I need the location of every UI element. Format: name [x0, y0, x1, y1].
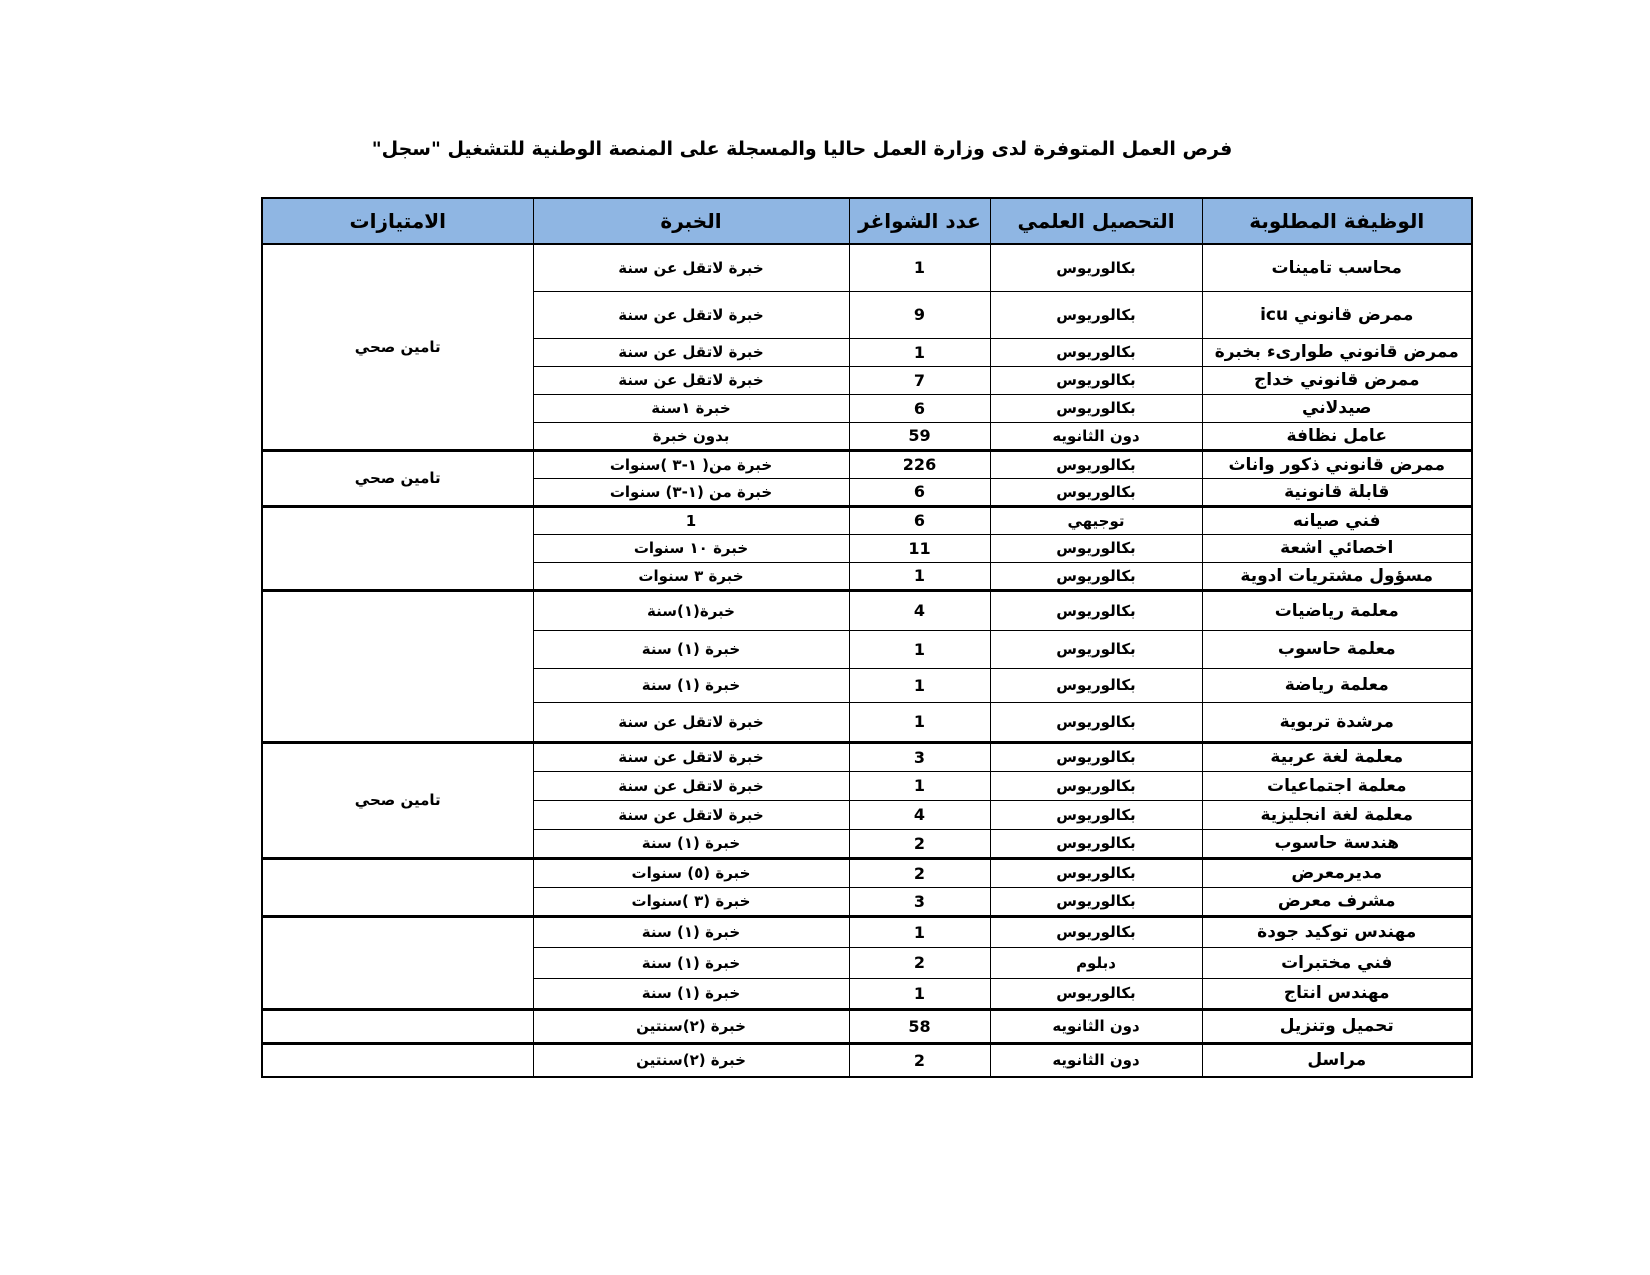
experience-cell: خبرة لاتقل عن سنة [533, 244, 849, 291]
education-cell: بكالوريوس [990, 366, 1202, 394]
vacancies-cell: 1 [849, 668, 990, 702]
experience-cell: خبرة (١) سنة [533, 829, 849, 858]
experience-cell: خبرة (٢)سنتين [533, 1043, 849, 1077]
job-title-cell: مشرف معرض [1202, 887, 1472, 916]
education-cell: بكالوريوس [990, 702, 1202, 742]
job-title-cell: مهندس انتاج [1202, 978, 1472, 1009]
job-title-cell: معلمة لغة انجليزية [1202, 800, 1472, 829]
experience-cell: خبرة لاتقل عن سنة [533, 702, 849, 742]
benefits-cell [262, 1009, 533, 1043]
vacancies-cell: 2 [849, 947, 990, 978]
job-title-cell: فني صيانه [1202, 506, 1472, 534]
experience-cell: خبرة لاتقل عن سنة [533, 338, 849, 366]
table-row [262, 244, 1472, 291]
experience-cell: خبرة (٢)سنتين [533, 1009, 849, 1043]
experience-cell: خبرة لاتقل عن سنة [533, 800, 849, 829]
job-title-cell: صيدلاني [1202, 394, 1472, 422]
experience-cell: خبرة لاتقل عن سنة [533, 742, 849, 771]
experience-cell: خبرة من( ١-٣ )سنوات [533, 450, 849, 478]
experience-cell: 1 [533, 506, 849, 534]
experience-cell: خبرة (٣ )سنوات [533, 887, 849, 916]
vacancies-cell: 1 [849, 630, 990, 668]
page-title: فرص العمل المتوفرة لدى وزارة العمل حاليا والمسجلة على المنصة الوطنية للتشغيل "سجل" [371, 138, 1233, 160]
vacancies-cell: 1 [849, 702, 990, 742]
education-cell: دون الثانويه [990, 1043, 1202, 1077]
header-experience: الخبرة [533, 198, 849, 244]
vacancies-cell: 2 [849, 829, 990, 858]
vacancies-cell: 3 [849, 742, 990, 771]
job-title-cell: قابلة قانونية [1202, 478, 1472, 506]
education-cell: بكالوريوس [990, 630, 1202, 668]
job-title-cell: مديرمعرض [1202, 858, 1472, 887]
jobs-table [261, 197, 1473, 1078]
header-row [262, 198, 1472, 244]
experience-cell: خبرة (١) سنة [533, 630, 849, 668]
table-row [262, 742, 1472, 771]
education-cell: بكالوريوس [990, 916, 1202, 947]
education-cell: بكالوريوس [990, 978, 1202, 1009]
benefits-cell [262, 506, 533, 590]
job-title-cell: ممرض قانوني خداج [1202, 366, 1472, 394]
header-vacancies: عدد الشواغر [849, 198, 990, 244]
vacancies-cell: 11 [849, 534, 990, 562]
job-title-cell: معلمة رياضة [1202, 668, 1472, 702]
vacancies-cell: 1 [849, 771, 990, 800]
table-row [262, 858, 1472, 887]
vacancies-cell: 1 [849, 244, 990, 291]
benefits-cell [262, 1043, 533, 1077]
table-row [262, 590, 1472, 630]
vacancies-cell: 6 [849, 506, 990, 534]
experience-cell: خبرة (٥) سنوات [533, 858, 849, 887]
job-title-cell: عامل نظافة [1202, 422, 1472, 450]
vacancies-cell: 1 [849, 978, 990, 1009]
vacancies-cell: 58 [849, 1009, 990, 1043]
header-job: الوظيفة المطلوبة [1202, 198, 1472, 244]
experience-cell: خبرة ١سنة [533, 394, 849, 422]
vacancies-cell: 6 [849, 478, 990, 506]
job-title-cell: تحميل وتنزيل [1202, 1009, 1472, 1043]
education-cell: بكالوريوس [990, 742, 1202, 771]
experience-cell: خبرة(١)سنة [533, 590, 849, 630]
job-title-cell: ممرض قانوني icu [1202, 291, 1472, 338]
experience-cell: خبرة لاتقل عن سنة [533, 771, 849, 800]
vacancies-cell: 1 [849, 562, 990, 590]
education-cell: بكالوريوس [990, 771, 1202, 800]
benefits-cell [262, 858, 533, 916]
header-benefits: الامتيازات [262, 198, 533, 244]
table-row [262, 450, 1472, 478]
experience-cell: خبرة (١) سنة [533, 978, 849, 1009]
education-cell: بكالوريوس [990, 291, 1202, 338]
vacancies-cell: 2 [849, 1043, 990, 1077]
job-title-cell: معلمة حاسوب [1202, 630, 1472, 668]
education-cell: بكالوريوس [990, 478, 1202, 506]
vacancies-cell: 9 [849, 291, 990, 338]
job-title-cell: معلمة رياضيات [1202, 590, 1472, 630]
education-cell: بكالوريوس [990, 534, 1202, 562]
education-cell: بكالوريوس [990, 829, 1202, 858]
education-cell: توجيهي [990, 506, 1202, 534]
education-cell: بكالوريوس [990, 668, 1202, 702]
vacancies-cell: 226 [849, 450, 990, 478]
job-title-cell: مراسل [1202, 1043, 1472, 1077]
header-education: التحصيل العلمي [990, 198, 1202, 244]
job-title-cell: محاسب تامينات [1202, 244, 1472, 291]
education-cell: بكالوريوس [990, 338, 1202, 366]
experience-cell: بدون خبرة [533, 422, 849, 450]
job-title-cell: ممرض قانوني ذكور واناث [1202, 450, 1472, 478]
benefits-cell: تامين صحي [262, 244, 533, 450]
vacancies-cell: 4 [849, 590, 990, 630]
experience-cell: خبرة ٣ سنوات [533, 562, 849, 590]
vacancies-cell: 4 [849, 800, 990, 829]
job-title-cell: مسؤول مشتريات ادوية [1202, 562, 1472, 590]
job-title-cell: مرشدة تربوية [1202, 702, 1472, 742]
job-title-cell: هندسة حاسوب [1202, 829, 1472, 858]
table-row [262, 506, 1472, 534]
experience-cell: خبرة (١) سنة [533, 916, 849, 947]
vacancies-cell: 1 [849, 338, 990, 366]
table-row [262, 916, 1472, 947]
education-cell: دون الثانويه [990, 1009, 1202, 1043]
education-cell: بكالوريوس [990, 887, 1202, 916]
vacancies-cell: 6 [849, 394, 990, 422]
experience-cell: خبرة ١٠ سنوات [533, 534, 849, 562]
vacancies-cell: 1 [849, 916, 990, 947]
education-cell: بكالوريوس [990, 394, 1202, 422]
benefits-cell [262, 590, 533, 742]
job-title-cell: معلمة لغة عربية [1202, 742, 1472, 771]
job-title-cell: اخصائي اشعة [1202, 534, 1472, 562]
vacancies-cell: 2 [849, 858, 990, 887]
benefits-cell: تامين صحي [262, 450, 533, 506]
education-cell: دبلوم [990, 947, 1202, 978]
vacancies-cell: 7 [849, 366, 990, 394]
table-row [262, 1043, 1472, 1077]
education-cell: بكالوريوس [990, 858, 1202, 887]
vacancies-cell: 59 [849, 422, 990, 450]
education-cell: بكالوريوس [990, 800, 1202, 829]
jobs-table-body [262, 244, 1472, 1077]
experience-cell: خبرة (١) سنة [533, 947, 849, 978]
benefits-cell: تامين صحي [262, 742, 533, 858]
job-title-cell: معلمة اجتماعيات [1202, 771, 1472, 800]
education-cell: بكالوريوس [990, 450, 1202, 478]
benefits-cell [262, 916, 533, 1009]
experience-cell: خبرة من (١-٣) سنوات [533, 478, 849, 506]
experience-cell: خبرة لاتقل عن سنة [533, 366, 849, 394]
experience-cell: خبرة لاتقل عن سنة [533, 291, 849, 338]
table-row [262, 1009, 1472, 1043]
experience-cell: خبرة (١) سنة [533, 668, 849, 702]
job-title-cell: فني مختبرات [1202, 947, 1472, 978]
education-cell: بكالوريوس [990, 562, 1202, 590]
job-title-cell: ممرض قانوني طوارىء بخبرة [1202, 338, 1472, 366]
education-cell: دون الثانويه [990, 422, 1202, 450]
education-cell: بكالوريوس [990, 244, 1202, 291]
education-cell: بكالوريوس [990, 590, 1202, 630]
vacancies-cell: 3 [849, 887, 990, 916]
job-title-cell: مهندس توكيد جودة [1202, 916, 1472, 947]
